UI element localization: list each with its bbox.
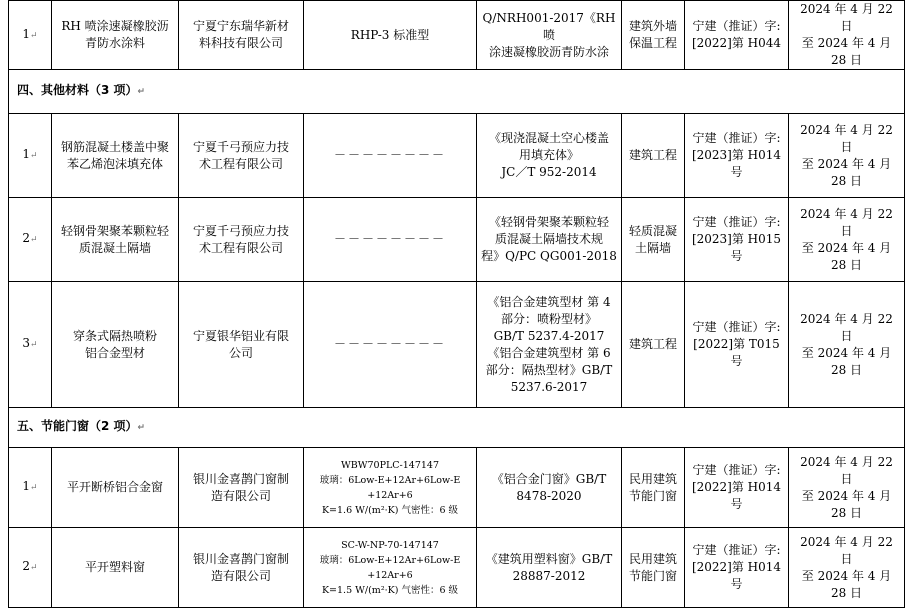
product-table: [8, 0, 905, 608]
company-name: 宁夏千弓预应力技 术工程有限公司: [179, 114, 304, 198]
publicity-period: 2024 年 4 月 22 日 至 2024 年 4 月 28 日: [789, 1, 905, 70]
section-header-row: [9, 70, 905, 114]
application-scope: 建筑外墙 保温工程: [622, 1, 685, 70]
table-row: [9, 528, 905, 608]
table-row: [9, 282, 905, 408]
application-scope: 民用建筑 节能门窗: [622, 528, 685, 608]
standard: 《铝合金门窗》GB/T 8478-2020: [477, 448, 622, 528]
row-number: 1↵: [9, 1, 52, 70]
product-name: 平开塑料窗: [52, 528, 179, 608]
company-name: 宁夏千弓预应力技 术工程有限公司: [179, 198, 304, 282]
row-number: 1↵: [9, 114, 52, 198]
table-row: [9, 198, 905, 282]
row-number: 2↵: [9, 198, 52, 282]
product-name: RH 喷涂速凝橡胶沥 青防水涂料: [52, 1, 179, 70]
spec-model: RHP-3 标准型: [304, 1, 477, 70]
product-name: 平开断桥铝合金窗: [52, 448, 179, 528]
application-scope: 建筑工程: [622, 282, 685, 408]
certificate-number: 宁建（推证）字: [2023]第 H014 号: [685, 114, 789, 198]
publicity-period: 2024 年 4 月 22 日 至 2024 年 4 月 28 日: [789, 198, 905, 282]
row-number: 2↵: [9, 528, 52, 608]
application-scope: 民用建筑 节能门窗: [622, 448, 685, 528]
spec-model: －－－－－－－－: [304, 282, 477, 408]
publicity-period: 2024 年 4 月 22 日 至 2024 年 4 月 28 日: [789, 448, 905, 528]
product-name: 穿条式隔热喷粉 铝合金型材: [52, 282, 179, 408]
application-scope: 轻质混凝 土隔墙: [622, 198, 685, 282]
publicity-period: 2024 年 4 月 22 日 至 2024 年 4 月 28 日: [789, 282, 905, 408]
spec-model: －－－－－－－－: [304, 198, 477, 282]
certificate-number: 宁建（推证）字: [2022]第 T015 号: [685, 282, 789, 408]
product-name: 钢筋混凝土楼盖中聚 苯乙烯泡沫填充体: [52, 114, 179, 198]
certificate-number: 宁建（推证）字: [2023]第 H015 号: [685, 198, 789, 282]
company-name: 宁夏银华铝业有限 公司: [179, 282, 304, 408]
table-row: [9, 114, 905, 198]
standard: Q/NRH001-2017《RH 喷 涂速凝橡胶沥青防水涂: [477, 1, 622, 70]
section-title: 四、其他材料（3 项）↵: [9, 70, 905, 114]
table-row: [9, 448, 905, 528]
standard: 《建筑用塑料窗》GB/T 28887-2012: [477, 528, 622, 608]
spec-model: WBW70PLC-147147 玻璃：6Low-E+12Ar+6Low-E +12Ar+6 K=1.6 W/(m²·K) 气密性：6 级: [304, 448, 477, 528]
spec-model: SC-W-NP-70-147147 玻璃：6Low-E+12Ar+6Low-E +12Ar+6 K=1.5 W/(m²·K) 气密性：6 级: [304, 528, 477, 608]
certificate-number: 宁建（推证）字: [2022]第 H044: [685, 1, 789, 70]
standard: 《轻钢骨架聚苯颗粒轻 质混凝土隔墙技术规 程》Q/PC QG001-2018: [477, 198, 622, 282]
company-name: 银川金喜鹊门窗制 造有限公司: [179, 448, 304, 528]
table-row: [9, 1, 905, 70]
certificate-number: 宁建（推证）字: [2022]第 H014 号: [685, 448, 789, 528]
certificate-number: 宁建（推证）字: [2022]第 H014 号: [685, 528, 789, 608]
standard: 《铝合金建筑型材 第 4 部分：喷粉型材》 GB/T 5237.4-2017 《铝合金建筑型材 第 6 部分：隔热型材》GB/T 5237.6-2017: [477, 282, 622, 408]
publicity-period: 2024 年 4 月 22 日 至 2024 年 4 月 28 日: [789, 114, 905, 198]
row-number: 1↵: [9, 448, 52, 528]
section-header-row: [9, 408, 905, 448]
company-name: 银川金喜鹊门窗制 造有限公司: [179, 528, 304, 608]
section-title: 五、节能门窗（2 项）↵: [9, 408, 905, 448]
application-scope: 建筑工程: [622, 114, 685, 198]
publicity-period: 2024 年 4 月 22 日 至 2024 年 4 月 28 日: [789, 528, 905, 608]
company-name: 宁夏宁东瑞华新材 料科技有限公司: [179, 1, 304, 70]
row-number: 3↵: [9, 282, 52, 408]
spec-model: －－－－－－－－: [304, 114, 477, 198]
product-name: 轻钢骨架聚苯颗粒轻 质混凝土隔墙: [52, 198, 179, 282]
standard: 《现浇混凝土空心楼盖 用填充体》 JC／T 952-2014: [477, 114, 622, 198]
